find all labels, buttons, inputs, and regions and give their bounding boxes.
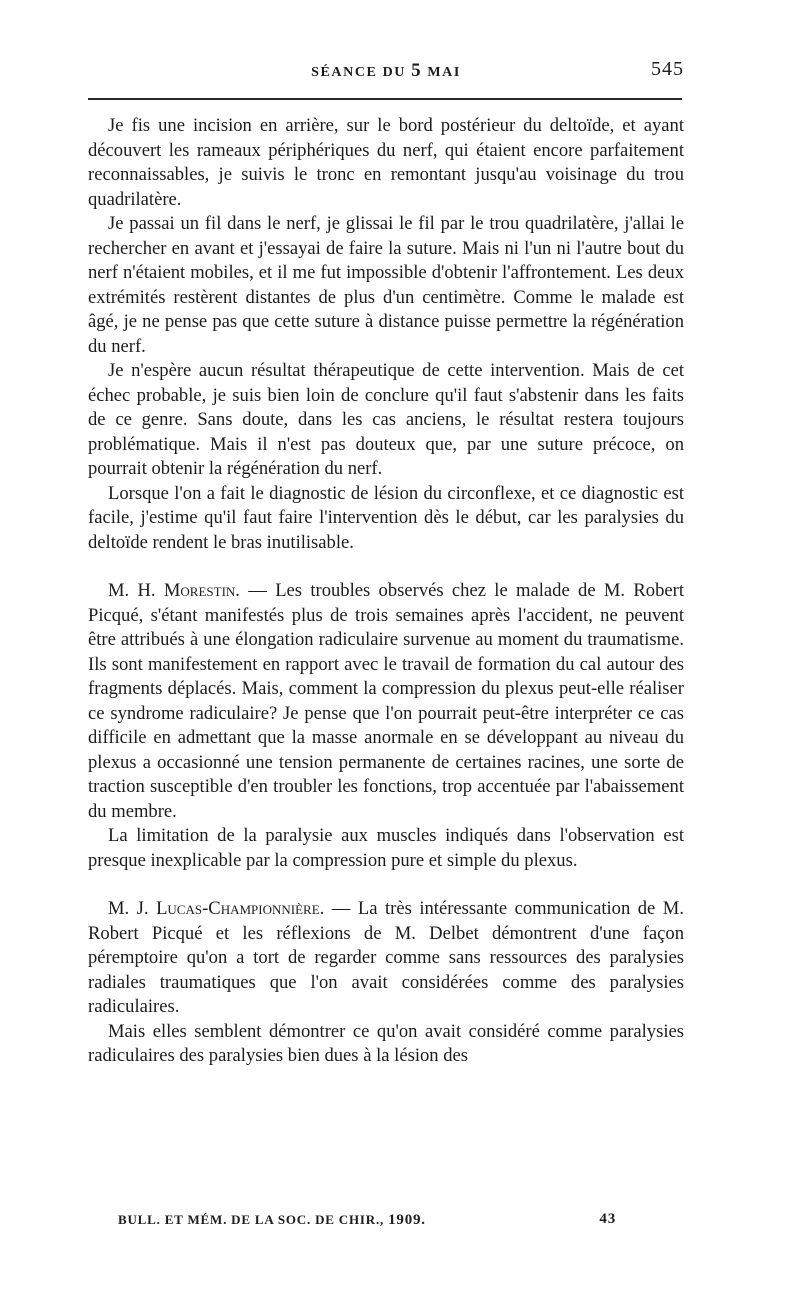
paragraph: Lorsque l'on a fait le diagnostic de lésion du circonflexe, et ce diagnostic est facile, j'estime qu'il faut faire l'intervention dès le début, car les paralysies du deltoïde rendent le bras inutilisable. <box>88 482 684 553</box>
speaker-prefix: M. J. <box>108 898 157 919</box>
speaker-prefix: M. H. <box>108 580 164 601</box>
running-title <box>88 60 684 82</box>
journal-title: BULL. ET MÉM. DE LA SOC. DE CHIR., <box>118 1212 389 1227</box>
morestin-remarks <box>88 579 684 824</box>
header-rule <box>88 98 682 100</box>
paragraph: Je n'espère aucun résultat thérapeutique de cette intervention. Mais de cet échec probable, je suis bien loin de conclure qu'il faut s'abstenir dans les faits de ce genre. Sans doute, dans les cas anciens, le résultat restera toujours problématique. Mais il n'est pas douteux que, par une suture précoce, on pourrait obtenir la régénération du nerf. <box>88 360 684 479</box>
body-text <box>88 114 684 1069</box>
paragraph: Mais elles semblent démontrer ce qu'on avait considéré comme paralysies radiculaires des paralysies bien dues à la lésion des <box>88 1020 684 1066</box>
running-head <box>88 58 684 86</box>
paragraph: Je fis une incision en arrière, sur le bord postérieur du deltoïde, et ayant découvert les rameaux périphériques du nerf, qui étaient encore parfaitement reconnaissables, je suivis le tronc en remontant jusqu'au voisinage du trou quadrilatère. <box>88 115 684 210</box>
running-title-suffix: MAI <box>422 65 461 80</box>
signature-mark: 43 <box>599 1211 616 1227</box>
lucas-championniere-remarks <box>88 897 684 1020</box>
speech-text: — La très intéressante communication de M. Robert Picqué et les réflexions de M. Delbet démontrent d'une façon péremptoire qu'on a tort de regarder comme sans ressources des paralysies radiales traumatiques que l'on avait considérées comme des paralysies radiculaires. <box>88 898 684 1017</box>
page-number: 545 <box>651 58 684 80</box>
speech-text: — Les troubles observés chez le malade de M. Robert Picqué, s'étant manifestés plus de trois semaines après l'accident, ne peuvent être attribués à une élongation radiculaire survenue au moment du traumatisme. Ils sont manifestement en rapport avec le travail de formation du cal autour des fragments déplacés. Mais, comment la compression du plexus peut-elle réaliser ce syndrome radiculaire? Je pense que l'on pourrait peut-être interpréter ce cas difficile en admettant que la masse anormale en se développant au niveau du plexus a occasionné une tension permanente de certaines racines, une sorte de traction susceptible d'en troubler les fonctions, trop accentuée par l'abaissement du membre. <box>88 580 684 822</box>
speaker-name: Lucas-Championnière. <box>156 898 325 919</box>
page-footer <box>88 1210 684 1234</box>
running-title-prefix: SÉANCE DU <box>311 65 412 80</box>
paragraph: Je passai un fil dans le nerf, je glissai le fil par le trou quadrilatère, j'allai le rechercher en avant et j'essayai de faire la suture. Mais ni l'un ni l'autre bout du nerf n'étaient mobiles, et il me fut impossible d'obtenir l'affrontement. Les deux extrémités restèrent distantes de plus d'un centimètre. Comme le malade est âgé, je ne pense pas que cette suture à distance puisse permettre la régénération du nerf. <box>88 213 684 357</box>
speaker-name: Morestin. <box>163 580 240 601</box>
journal-year: 1909. <box>388 1212 426 1228</box>
journal-reference <box>118 1212 426 1229</box>
running-title-number: 5 <box>411 60 423 81</box>
paragraph: La limitation de la paralysie aux muscles indiqués dans l'observation est presque inexplicable par la compression pure et simple du plexus. <box>88 825 684 871</box>
